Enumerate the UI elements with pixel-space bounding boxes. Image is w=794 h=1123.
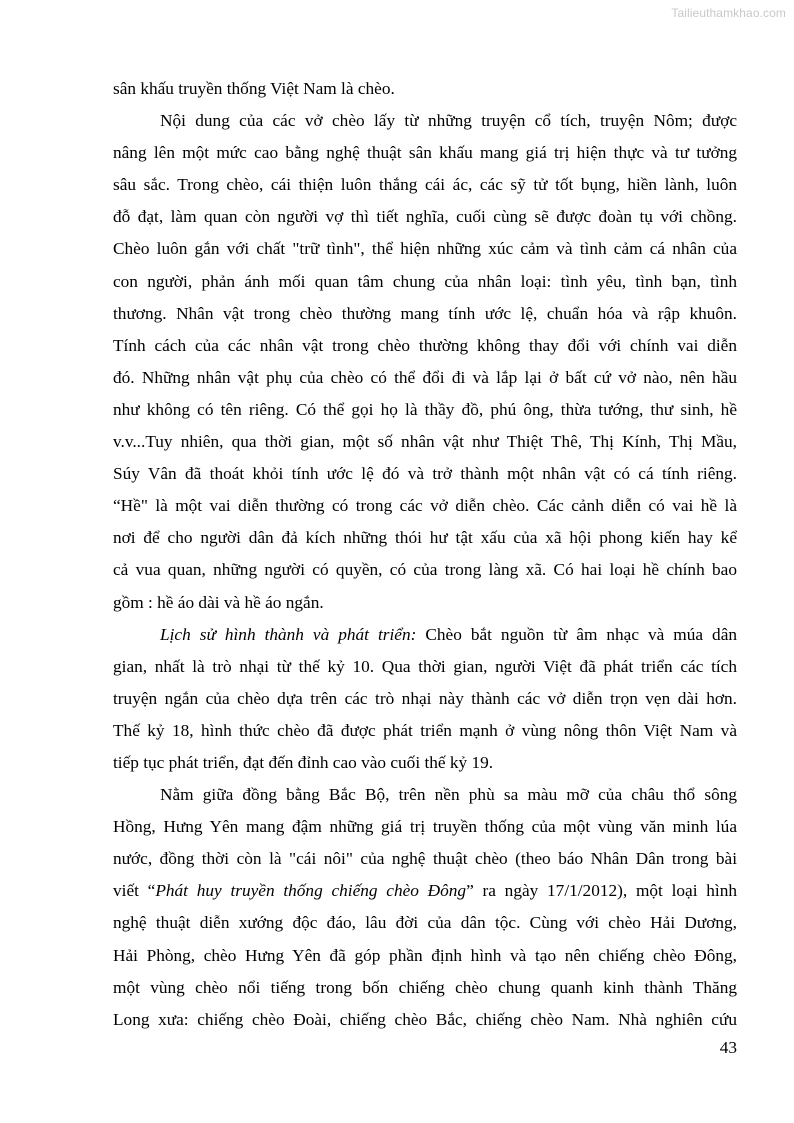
document-body: [113, 73, 737, 1036]
text-run: Chèo bắt nguồn từ âm nhạc và múa dân: [416, 624, 738, 644]
text-run: ” ra ngày 17/1/2012), một loại hình: [466, 881, 737, 901]
text-line: “Hề" là một vai diễn thường có trong các vở diễn chèo. Các cảnh diễn có vai hề là: [113, 496, 737, 516]
text-line: sân khấu truyền thống Việt Nam là chèo.: [113, 79, 395, 98]
text-line: Thế kỷ 18, hình thức chèo đã được phát triển mạnh ở vùng nông thôn Việt Nam và: [113, 720, 737, 740]
text-line: gian, nhất là trò nhại từ thế kỷ 10. Qua thời gian, người Việt đã phát triển các tích: [113, 656, 737, 676]
text-line: Long xưa: chiếng chèo Đoài, chiếng chèo Bắc, chiếng chèo Nam. Nhà nghiên cứu: [113, 1009, 737, 1029]
text-line: đỗ đạt, làm quan còn người vợ thì tiết nghĩa, cuối cùng sẽ được đoàn tụ với chồng.: [113, 207, 737, 227]
watermark: Tailieuthamkhao.com: [671, 6, 786, 20]
text-line: một vùng chèo nổi tiếng trong bốn chiếng chèo chung quanh kinh thành Thăng: [113, 977, 737, 997]
text-line: nước, đồng thời còn là "cái nôi" của nghệ thuật chèo (theo báo Nhân Dân trong bài: [113, 849, 737, 869]
article-title-italic: Phát huy truyền thống chiếng chèo Đông: [155, 881, 467, 901]
text-line: sâu sắc. Trong chèo, cái thiện luôn thắng cái ác, các sỹ tử tốt bụng, hiền lành, luôn: [113, 175, 737, 195]
text-line: Hồng, Hưng Yên mang đậm những giá trị truyền thống của một vùng văn minh lúa: [113, 817, 737, 837]
paragraph-first-line: Nội dung của các vở chèo lấy từ những truyện cổ tích, truyện Nôm; được: [160, 111, 737, 131]
text-line: nâng lên một mức cao bằng nghệ thuật sân khấu mang giá trị hiện thực và tư tưởng: [113, 143, 737, 163]
text-line: v.v...Tuy nhiên, qua thời gian, một số nhân vật như Thiệt Thê, Thị Kính, Thị Mầu,: [113, 432, 737, 452]
paragraph-first-line: [113, 619, 737, 651]
text-line: Tính cách của các nhân vật trong chèo thường không thay đổi với chính vai diễn: [113, 335, 737, 355]
text-line: Chèo luôn gắn với chất "trữ tình", thể hiện những xúc cảm và tình cảm cá nhân của: [113, 239, 737, 259]
text-line: Hải Phòng, chèo Hưng Yên đã góp phần định hình và tạo nên chiếng chèo Đông,: [113, 945, 737, 965]
text-line: nghệ thuật diễn xướng độc đáo, lâu đời của dân tộc. Cùng với chèo Hải Dương,: [113, 913, 737, 933]
page-number: 43: [719, 1038, 737, 1057]
text-line: cả vua quan, những người có quyền, có của trong làng xã. Có hai loại hề chính bao: [113, 560, 737, 580]
text-line: như không có tên riêng. Có thể gọi họ là thầy đồ, phú ông, thừa tướng, thư sinh, hề: [113, 399, 737, 419]
paragraph-first-line: Nằm giữa đồng bằng Bắc Bộ, trên nền phù sa màu mỡ của châu thổ sông: [160, 785, 737, 805]
section-heading-italic: Lịch sử hình thành và phát triển:: [160, 624, 417, 644]
text-line: thương. Nhân vật trong chèo thường mang tính ước lệ, chuẩn hóa và rập khuôn.: [113, 303, 737, 323]
text-line: nơi để cho người dân đả kích những thói hư tật xấu của xã hội phong kiến hay kể: [113, 528, 737, 548]
text-line: đó. Những nhân vật phụ của chèo có thể đổi đi và lắp lại ở bất cứ vở nào, nên hầu: [113, 367, 737, 387]
text-line: truyện ngắn của chèo dựa trên các trò nhại này thành các vở diễn trọn vẹn dài hơn.: [113, 688, 737, 708]
text-line: gồm : hề áo dài và hề áo ngắn.: [113, 592, 324, 612]
text-line: [113, 875, 737, 907]
text-line: Súy Vân đã thoát khỏi tính ước lệ đó và trở thành một nhân vật có cá tính riêng.: [113, 464, 737, 484]
text-line: tiếp tục phát triển, đạt đến đỉnh cao vào cuối thế kỷ 19.: [113, 752, 494, 772]
text-line: con người, phản ánh mối quan tâm chung của nhân loại: tình yêu, tình bạn, tình: [113, 271, 737, 291]
text-run: viết “: [113, 881, 156, 901]
